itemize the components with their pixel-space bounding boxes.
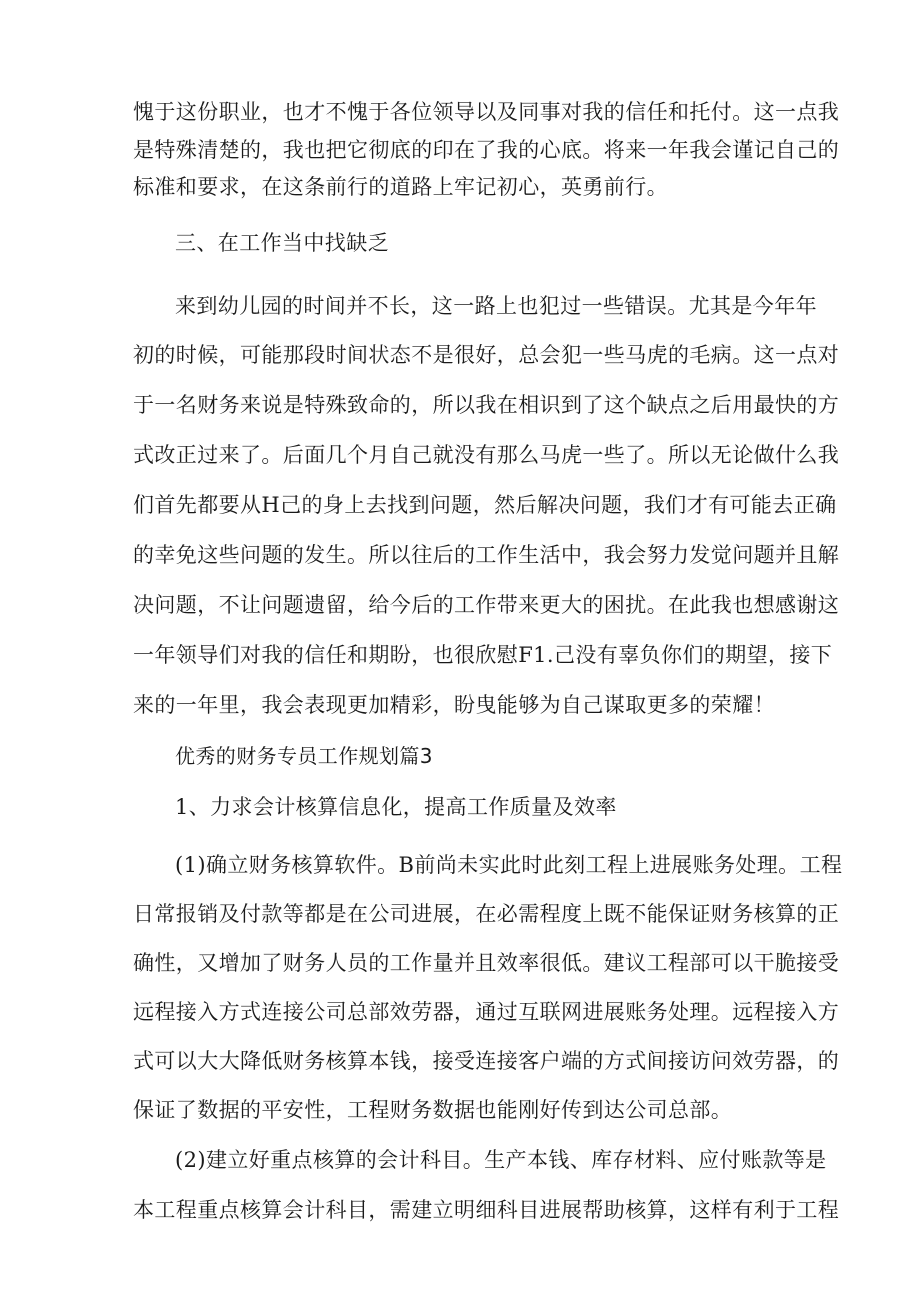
paragraph-line: 远程接入方式连接公司总部效劳器，通过互联网进展账务处理。远程接入方: [133, 1000, 840, 1024]
paragraph-line: 决问题，不让问题遗留，给今后的工作带来更大的困扰。在此我也想感谢这: [133, 593, 840, 617]
article-title: 优秀的财务专员工作规划篇3: [175, 744, 433, 768]
paragraph-line: 保证了数据的平安性，工程财务数据也能刚好传到达公司总部。: [133, 1098, 733, 1122]
paragraph-line: (1)确立财务核算软件。B前尚未实此时此刻工程上进展账务处理。工程: [175, 853, 843, 877]
paragraph-line: 的幸免这些问题的发生。所以往后的工作生活中，我会努力发觉问题并且解: [133, 543, 840, 567]
paragraph-line: 来到幼儿园的时间并不长，这一路上也犯过一些错误。尤其是今年年: [175, 294, 817, 318]
paragraph-line: (2)建立好重点核算的会计科目。生产本钱、库存材料、应付账款等是: [175, 1148, 827, 1172]
paragraph-line: 愧于这份职业，也才不愧于各位领导以及同事对我的信任和托付。这一点我: [133, 100, 840, 124]
paragraph-line: 本工程重点核算会计科目，需建立明细科目进展帮助核算，这样有利于工程: [133, 1198, 840, 1222]
paragraph-line: 于一名财务来说是特殊致命的，所以我在相识到了这个缺点之后用最快的方: [133, 393, 840, 417]
paragraph-line: 来的一年里，我会表现更加精彩，盼曳能够为自己谋取更多的荣耀！: [133, 693, 775, 717]
paragraph-line: 一年领导们对我的信任和期盼，也很欣慰F1.己没有辜负你们的期望，接下: [133, 643, 833, 667]
paragraph-line: 确性，又增加了财务人员的工作量并且效率很低。建议工程部可以干脆接受: [133, 951, 840, 975]
subsection-heading: 1、力求会计核算信息化，提高工作质量及效率: [175, 795, 617, 819]
section-heading: 三、在工作当中找缺乏: [175, 231, 389, 255]
paragraph-line: 是特殊清楚的，我也把它彻底的印在了我的心底。将来一年我会谨记自己的: [133, 138, 840, 162]
paragraph-line: 初的时候，可能那段时间状态不是很好，总会犯一些马虎的毛病。这一点对: [133, 343, 840, 367]
paragraph-line: 们首先都要从H己的身上去找到问题，然后解决问题，我们才有可能去正确: [133, 493, 837, 517]
paragraph-line: 日常报销及付款等都是在公司进展，在必需程度上既不能保证财务核算的正: [133, 902, 840, 926]
paragraph-line: 式可以大大降低财务核算本钱，接受连接客户端的方式间接访问效劳器，的: [133, 1049, 840, 1073]
paragraph-line: 标准和要求，在这条前行的道路上牢记初心，英勇前行。: [133, 175, 668, 199]
paragraph-line: 式改正过来了。后面几个月自己就没有那么马虎一些了。所以无论做什么我: [133, 443, 840, 467]
